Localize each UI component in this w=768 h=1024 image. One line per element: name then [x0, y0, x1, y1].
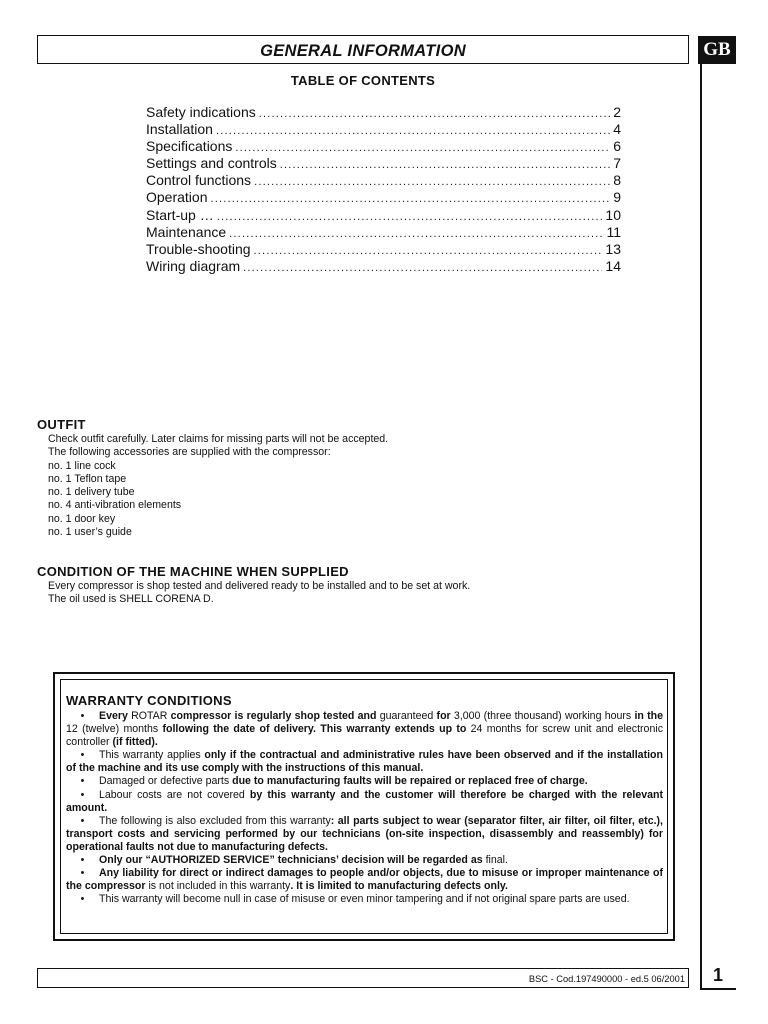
outfit-line: no. 1 line cock [48, 459, 116, 472]
toc-leader-dots [259, 106, 610, 123]
toc-entry [146, 189, 621, 206]
toc-entry-label: Safety indications [146, 104, 256, 120]
toc-entry [146, 224, 621, 241]
warranty-conditions [66, 710, 663, 906]
warranty-text: final. [485, 854, 508, 867]
toc-entry [146, 121, 621, 138]
condition-heading: CONDITION OF THE MACHINE WHEN SUPPLIED [37, 564, 349, 579]
bullet-icon: • [80, 788, 85, 801]
warranty-bold-text: Any liability for direct or indirect damages to people and/or objects, due to misuse or improper maintenance of the compressor [66, 867, 663, 893]
toc-entry-label: Operation [146, 189, 208, 206]
outfit-list [48, 433, 388, 539]
toc-entry-page: 2 [613, 104, 621, 120]
warranty-bold-text: . It is limited to manufacturing defects only. [290, 880, 508, 893]
warranty-item [66, 775, 663, 788]
warranty-item [66, 789, 663, 815]
toc-entry-label: Settings and controls [146, 155, 277, 172]
outfit-line: Check outfit carefully. Later claims for missing parts will not be accepted. [48, 433, 389, 445]
toc-entry-page: 11 [606, 223, 621, 240]
toc-entry-label: Specifications [146, 138, 233, 155]
toc-entry [146, 138, 621, 155]
warranty-bold-text: Only our “AUTHORIZED SERVICE” technicians’ decision will be regarded as [99, 854, 486, 867]
toc-entry-label: Wiring diagram [146, 257, 241, 274]
toc-heading: TABLE OF CONTENTS [290, 73, 436, 88]
outfit-line: no. 1 user’s guide [48, 526, 132, 539]
warranty-item [66, 815, 663, 854]
bullet-icon: • [80, 814, 85, 827]
warranty-bold-text: following the date of delivery. This warranty extends up to [162, 723, 471, 736]
bullet-icon: • [80, 867, 85, 880]
toc-entry [146, 258, 621, 275]
toc-leader-dots [280, 157, 610, 174]
warranty-text: ROTAR [131, 710, 171, 722]
page-number: 1 [712, 965, 723, 985]
warranty-text: This warranty will become null in case of misuse or even minor tampering and if not original spare parts are used. [99, 893, 630, 906]
margin-rule [700, 64, 702, 989]
warranty-bold-text: due to manufacturing faults will be repaired or replaced free of charge. [232, 775, 588, 788]
toc-entry-label: Maintenance [146, 223, 227, 240]
warranty-bold-text: only if the contractual and administrative rules have been observed and if the installation of the machine and its use comply with the instructions of this manual. [66, 749, 663, 775]
outfit-line: no. 1 door key [48, 512, 116, 525]
toc-entry-page: 4 [613, 121, 621, 138]
warranty-text: The following is also excluded from this warranty [99, 814, 331, 827]
outfit-line: no. 1 delivery tube [48, 486, 135, 499]
toc-entry-label: Trouble-shooting [146, 240, 251, 257]
toc-leader-dots [243, 260, 602, 277]
toc-entry-page: 9 [613, 189, 621, 206]
toc-leader-dots [210, 191, 610, 208]
warranty-text: Labour costs are not covered [99, 788, 250, 801]
toc-leader-dots [217, 209, 603, 226]
toc-entry [146, 207, 621, 224]
toc-entry-page: 13 [605, 240, 621, 257]
toc-entry [146, 155, 621, 172]
toc-entry-label: Start-up … [146, 206, 214, 223]
condition-line: The oil used is SHELL CORENA D. [48, 593, 214, 606]
warranty-heading: WARRANTY CONDITIONS [66, 693, 232, 708]
toc-entry-page: 14 [605, 257, 621, 274]
warranty-item [66, 893, 663, 906]
warranty-text: Damaged or defective parts [99, 775, 233, 788]
warranty-item [66, 867, 663, 893]
warranty-bold-text: by this warranty and the customer will therefore be charged with the relevant amount. [66, 788, 663, 814]
language-tab: GB [698, 36, 736, 64]
toc-leader-dots [254, 174, 610, 191]
toc-entry-page: 8 [613, 172, 621, 189]
toc-entry [146, 172, 621, 189]
warranty-bold-text: Every [99, 710, 132, 722]
warranty-bold-text: for [436, 710, 454, 722]
warranty-item [66, 710, 663, 749]
toc-entry [146, 241, 621, 258]
toc-entry-page: 10 [605, 206, 621, 223]
warranty-bold-text: : all parts subject to wear (separator filter, air filter, oil filter, etc.), transport costs and servicing performed by our technicians (on-site inspection, disassembly and reassembly) for operational faults not due to manufacturing defects. [66, 814, 663, 853]
table-of-contents [146, 104, 621, 275]
warranty-text: is not included in this warranty [148, 880, 291, 893]
condition-text [48, 580, 470, 607]
outfit-line: no. 4 anti-vibration elements [48, 499, 182, 512]
toc-entry [146, 104, 621, 121]
toc-leader-dots [254, 243, 603, 260]
toc-entry-label: Installation [146, 121, 213, 138]
warranty-bold-text: in the [634, 710, 664, 722]
page-title: GENERAL INFORMATION [260, 42, 466, 60]
toc-entry-page: 7 [613, 155, 621, 172]
bullet-icon: • [80, 893, 85, 906]
toc-leader-dots [235, 140, 610, 157]
outfit-line: no. 1 Teflon tape [48, 472, 127, 485]
warranty-text: guaranteed [379, 710, 437, 722]
warranty-bold-text: (if fitted). [112, 736, 158, 749]
bullet-icon: • [80, 775, 85, 788]
toc-leader-dots [229, 226, 603, 243]
toc-entry-page: 6 [613, 138, 621, 155]
bullet-icon: • [80, 854, 85, 867]
warranty-text: 24 months for screw unit and electronic controller [66, 723, 663, 749]
outfit-line: The following accessories are supplied with the compressor: [48, 446, 331, 459]
toc-leader-dots [216, 123, 610, 140]
bullet-icon: • [80, 710, 85, 722]
warranty-bold-text: compressor is regularly shop tested and [170, 710, 380, 722]
warranty-text: 3,000 (three thousand) working hours [453, 710, 635, 722]
warranty-item [66, 854, 663, 867]
bullet-icon: • [80, 749, 85, 762]
document-code: BSC - Cod.197490000 - ed.5 06/2001 [528, 974, 685, 984]
margin-rule-foot [700, 988, 736, 990]
warranty-text: This warranty applies [99, 749, 205, 762]
toc-entry-label: Control functions [146, 172, 252, 189]
condition-line: Every compressor is shop tested and delivered ready to be installed and to be set at work. [48, 580, 471, 592]
warranty-item [66, 749, 663, 775]
warranty-text: 12 (twelve) months [66, 723, 163, 736]
outfit-heading: OUTFIT [37, 417, 86, 432]
